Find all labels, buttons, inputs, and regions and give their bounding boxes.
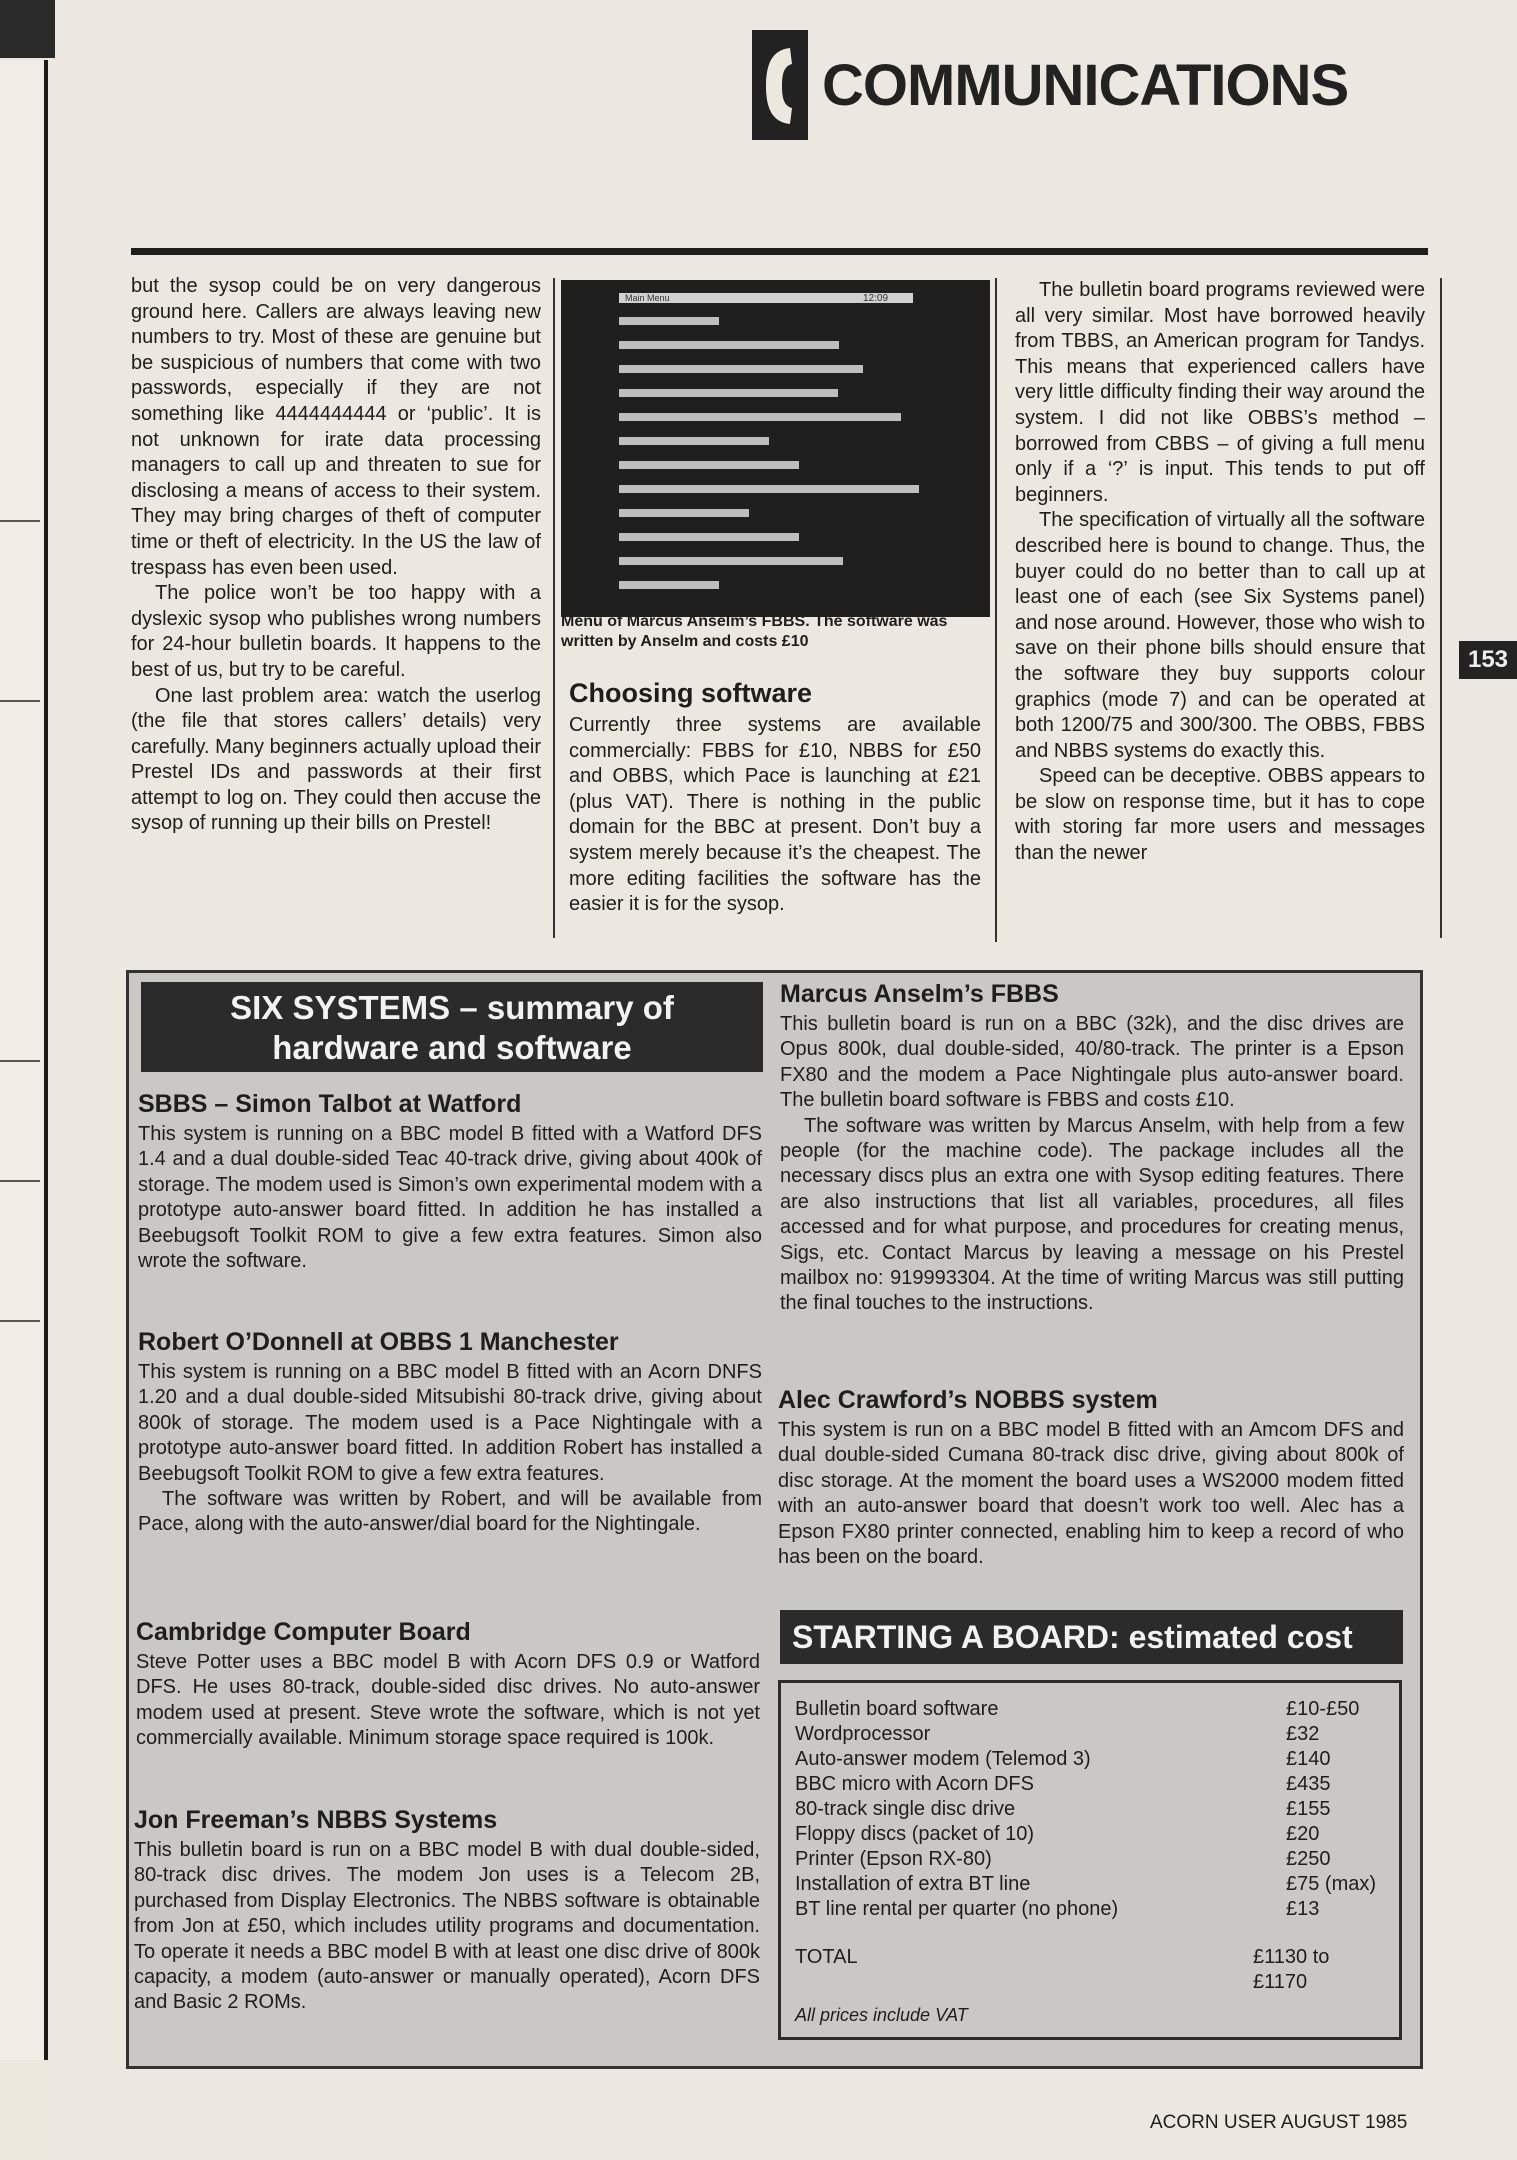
cost-item: 80-track single disc drive [795, 1798, 1016, 1820]
system-sbbs [138, 1088, 762, 1274]
paragraph: The specification of virtually all the software described here is bound to change. Thus, the buyer could do no better than to call up at least one of each (see Six Systems panel) and nose around. However, those who wish to save on their phone bills should ensure that the software they buy supports colour graphics (mode 7) and can be operated at both 1200/75 and 300/300. The OBBS, FBBS and NBBS systems do exactly this. [1015, 509, 1425, 762]
cost-price: £435 [1286, 1773, 1331, 1795]
cost-price: £32 [1286, 1723, 1320, 1745]
system-heading: SBBS – Simon Talbot at Watford [138, 1090, 522, 1118]
paragraph: The bulletin board programs reviewed were all very similar. Most have borrowed heavily from TBBS, an American program for Tandys. This means that experienced callers have very little difficulty finding their way around the system. I did not like OBBS’s method – borrowed from CBBS – of giving a full menu only if a ‘?’ is input. This tends to put off beginners. [1015, 279, 1425, 506]
facing-page-edge [0, 0, 55, 2160]
paragraph: but the sysop could be on very dangerous ground here. Callers are always leaving new numbers to try. Most of these are genuine but be suspicious of numbers that come with two passwords, especially if they are not something like 4444444444 or ‘public’. It is not unknown for irate data processing managers to call up and threaten to sue for disclosing a means of access to their system. They may bring charges of theft of computer time or theft of electricity. In the US the law of trespass has even been used. [131, 275, 541, 579]
cost-price: £155 [1286, 1798, 1331, 1820]
edge-tick [0, 700, 40, 702]
system-nbbs [134, 1804, 760, 2016]
right-column [1015, 278, 1425, 867]
cost-item: Auto-answer modem (Telemod 3) [795, 1748, 1091, 1770]
cost-price: £10-£50 [1286, 1698, 1360, 1720]
panel-title [141, 982, 763, 1072]
screenshot-caption: Menu of Marcus Anselm’s FBBS. The software was written by Anselm and costs £10 [561, 613, 948, 650]
cost-item: BBC micro with Acorn DFS [795, 1773, 1034, 1795]
menu-bar [619, 389, 838, 397]
edge-tick [0, 520, 40, 522]
cost-price: £13 [1286, 1898, 1320, 1920]
middle-column [569, 713, 981, 918]
menu-bar [619, 485, 919, 493]
fbbs-menu-screenshot [561, 280, 990, 617]
paragraph: Currently three systems are available commercially: FBBS for £10, NBBS for £50 and OBBS, which Pace is launching at £21 (plus VAT). There is nothing in the public domain for the BBC at present. Don’t buy a system merely because it’s the cheapest. The more editing facilities the software has the easier it is for the sysop. [569, 714, 981, 916]
section-title: COMMUNICATIONS [822, 53, 1349, 118]
screen-title: Main Menu [619, 293, 913, 303]
subheading: Choosing software [569, 678, 813, 708]
left-column [131, 274, 541, 837]
paragraph: This system is running on a BBC model B fitted with a Watford DFS 1.4 and a dual double-sided Teac 40-track drive, giving about 400k of storage. The modem used is Simon’s own experimental modem with a prototype auto-answer board fitted. In addition he has installed a Beebugsoft Toolkit ROM to give a few extra features. Simon also wrote the software. [138, 1123, 762, 1273]
panel-title-line: SIX SYSTEMS – summary of [230, 989, 674, 1026]
page-footer: ACORN USER AUGUST 1985 [1150, 2112, 1408, 2133]
menu-bar [619, 557, 843, 565]
menu-bar [619, 581, 719, 589]
menu-bar [619, 317, 719, 325]
menu-bar [619, 437, 769, 445]
edge-tick [0, 1320, 40, 1322]
menu-bar [619, 413, 901, 421]
top-rule [131, 248, 1428, 255]
cost-note: All prices include VAT [795, 2005, 968, 2025]
column-rule [995, 278, 997, 942]
system-heading: Robert O’Donnell at OBBS 1 Manchester [138, 1328, 619, 1356]
menu-bar [619, 509, 749, 517]
cost-total-value: £1130 to £1170 [1253, 1946, 1330, 1993]
cost-price: £140 [1286, 1748, 1331, 1770]
system-heading: Marcus Anselm’s FBBS [780, 980, 1059, 1008]
paragraph: The police won’t be too happy with a dyslexic sysop who publishes wrong numbers for 24-hour bulletin boards. It happens to the best of us, but try to be careful. [131, 582, 541, 681]
system-heading: Alec Crawford’s NOBBS system [778, 1386, 1158, 1414]
telephone-icon [752, 30, 808, 140]
column-rule [553, 278, 555, 938]
paragraph: This bulletin board is run on a BBC (32k), and the disc drives are Opus 800k, dual double-sided, 40/80-track. The printer is a Epson FX80 and the modem a Pace Nightingale plus auto-answer board. The bulletin board software is FBBS and costs £10. [780, 1013, 1404, 1112]
cost-item: Installation of extra BT line [795, 1873, 1031, 1895]
edge-tick [0, 1180, 40, 1182]
paragraph: One last problem area: watch the userlog (the file that stores callers’ details) very carefully. Many beginners actually upload their Prestel IDs and passwords at their first attempt to log on. They could then accuse the sysop of running up their bills on Prestel! [131, 684, 541, 835]
paragraph: The software was written by Marcus Anselm, with help from a few people (for the machine code). The package includes all the necessary discs plus an extra one with Sysop editing features. There are also instructions that list all variables, procedures, all files accessed and for what purpose, and procedures for creating menus, Sigs, etc. Contact Marcus by leaving a message on his Prestel mailbox no: 919993304. At the time of writing Marcus was still putting the final touches to the instructions. [780, 1114, 1404, 1315]
system-heading: Cambridge Computer Board [136, 1618, 471, 1646]
cost-price: £250 [1286, 1848, 1331, 1870]
system-cambridge [136, 1616, 760, 1752]
system-fbbs [780, 978, 1404, 1317]
paragraph: This system is run on a BBC model B fitted with an Amcom DFS and dual double-sided Cumana 80-track disc drive, giving about 800k of disc storage. At the moment the board uses a WS2000 modem fitted with an auto-answer board that doesn’t work too well. Alec has a Epson FX80 printer connected, enabling him to keep a record of who has been on the board. [778, 1419, 1404, 1569]
screen-time: 12:09 [863, 293, 889, 304]
panel-title-line: hardware and software [272, 1029, 632, 1066]
menu-bar [619, 533, 799, 541]
cost-item: Bulletin board software [795, 1698, 999, 1720]
menu-bar [619, 365, 863, 373]
menu-bar [619, 461, 799, 469]
cost-table [778, 1680, 1402, 2040]
menu-bar [619, 341, 839, 349]
paragraph: This bulletin board is run on a BBC model B with dual double-sided, 80-track disc drives. The modem Jon uses is a Telecom 2B, purchased from Display Electronics. The NBBS software is obtainable from Jon at £50, which includes utility programs and documentation. To operate it needs a BBC model B with at least one disc drive of 800k capacity, a modem (auto-answer or manually operated), Acorn DFS and Basic 2 ROMs. [134, 1839, 760, 2014]
cost-price: £75 (max) [1286, 1873, 1377, 1895]
paragraph: Speed can be deceptive. OBBS appears to be slow on response time, but it has to cope with storing far more users and messages than the newer [1015, 765, 1425, 865]
cost-price: £20 [1286, 1823, 1320, 1845]
cost-total-label: TOTAL [795, 1946, 858, 1968]
column-rule [1440, 278, 1442, 938]
paragraph: This system is running on a BBC model B fitted with an Acorn DNFS 1.20 and a dual double-sided Mitsubishi 80-track drive, giving about 800k of storage. The modem used is a Pace Nightingale with a prototype auto-answer board fitted. In addition Robert has installed a Beebugsoft Toolkit ROM to give a few extra features. [138, 1361, 762, 1485]
paragraph: Steve Potter uses a BBC model B with Acorn DFS 0.9 or Watford DFS. He uses 80-track, double-sided disc drives. No auto-answer modem used at present. Steve wrote the software, which is not yet commercially available. Minimum storage space required is 100k. [136, 1651, 760, 1750]
system-heading: Jon Freeman’s NBBS Systems [134, 1806, 498, 1834]
edge-tick [0, 1060, 40, 1062]
cost-title: STARTING A BOARD: estimated cost [780, 1610, 1403, 1664]
cost-item: Wordprocessor [795, 1723, 931, 1745]
cost-item: Printer (Epson RX-80) [795, 1848, 992, 1870]
cost-item: BT line rental per quarter (no phone) [795, 1898, 1119, 1920]
system-nobbs [778, 1384, 1404, 1570]
cost-item: Floppy discs (packet of 10) [795, 1823, 1034, 1845]
page-number: 153 [1459, 641, 1517, 679]
system-obbs [138, 1326, 762, 1538]
paragraph: The software was written by Robert, and will be available from Pace, along with the auto-answer/dial board for the Nightingale. [138, 1488, 762, 1536]
edge-tab [0, 0, 55, 58]
